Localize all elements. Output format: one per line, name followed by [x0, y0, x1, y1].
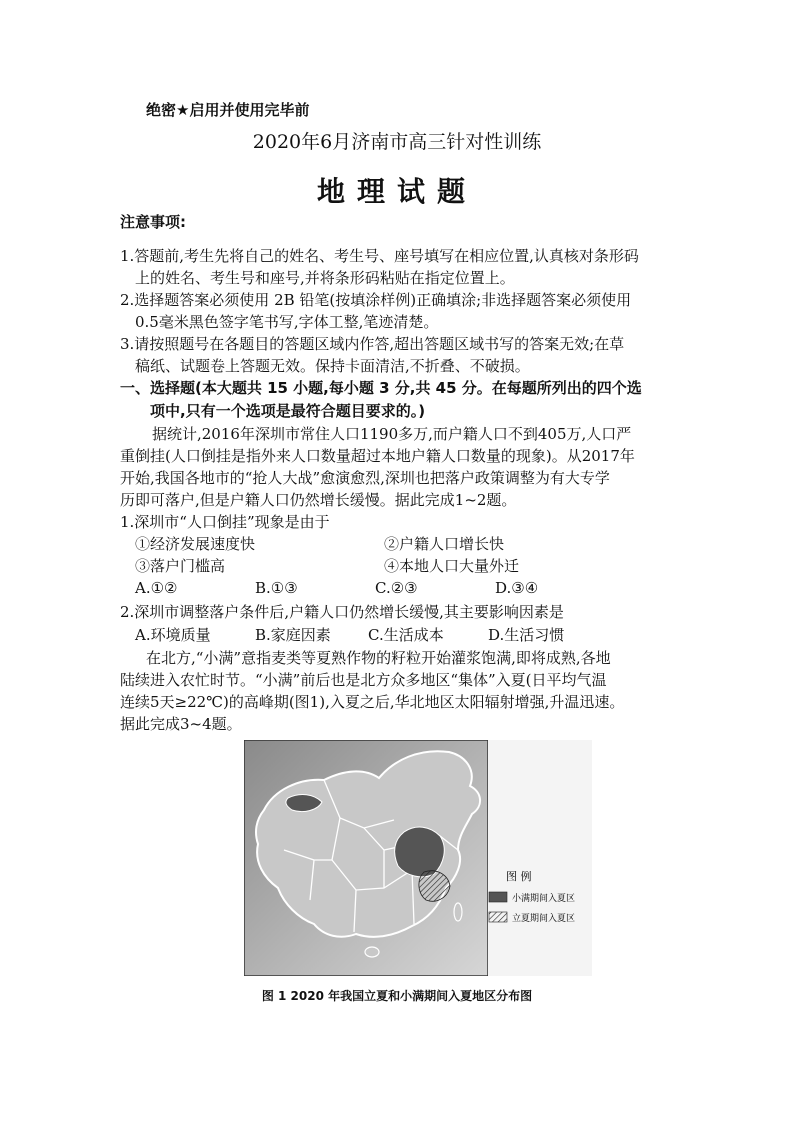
passage-1-line-2: 重倒挂(人口倒挂是指外来人口数量超过本地户籍人口数量的现象)。从2017年	[120, 447, 635, 465]
china-map-figure	[244, 740, 592, 976]
question-2-choice-d: D.生活习惯	[488, 626, 565, 644]
taiwan-island	[454, 903, 462, 921]
question-1-stem: 1.深圳市“人口倒挂”现象是由于	[120, 513, 330, 531]
passage-1-line-1: 据统计,2016年深圳市常住人口1190多万,而户籍人口不到405万,人口严	[152, 425, 632, 443]
note-2-line-2: 0.5毫米黑色签字笔书写,字体工整,笔迹清楚。	[135, 313, 439, 331]
hainan-island	[365, 947, 379, 957]
passage-2-line-4: 据此完成3~4题。	[120, 715, 242, 733]
note-3-line-2: 稿纸、试题卷上答题无效。保持卡面清洁,不折叠、不破损。	[135, 357, 530, 375]
question-1-statement-1: ①经济发展速度快	[135, 535, 256, 553]
note-3-line-1: 3.请按照题号在各题目的答题区域内作答,超出答题区域书写的答案无效;在草	[120, 335, 625, 353]
legend-label-xiaoman: 小满期间入夏区	[512, 894, 576, 904]
exam-title: 2020年6月济南市高三针对性训练	[252, 131, 542, 153]
note-1-line-1: 1.答题前,考生先将自己的姓名、考生号、座号填写在相应位置,认真核对条形码	[120, 247, 639, 265]
question-1-choice-d: D.③④	[495, 579, 539, 597]
xiaoman-region	[395, 827, 445, 877]
passage-2-line-2: 陆续进入农忙时节。“小满”前后也是北方众多地区“集体”入夏(日平均气温	[120, 671, 607, 689]
confidential-label: 绝密★启用并使用完毕前	[146, 101, 310, 119]
section-heading-line-2: 项中,只有一个选项是最符合题目要求的。)	[150, 402, 426, 420]
question-1-statement-2: ②户籍人口增长快	[384, 535, 505, 553]
legend-label-lixia: 立夏期间入夏区	[512, 914, 576, 924]
question-2-choice-c: C.生活成本	[368, 626, 444, 644]
question-1-choice-c: C.②③	[375, 579, 418, 597]
question-1-choice-a: A.①②	[135, 579, 178, 597]
legend-title: 图 例	[506, 870, 532, 883]
notes-heading: 注意事项:	[120, 213, 186, 231]
question-2-choice-a: A.环境质量	[135, 626, 211, 644]
question-1-choice-b: B.①③	[255, 579, 298, 597]
legend-swatch-lixia	[489, 912, 507, 922]
legend-swatch-xiaoman	[489, 892, 507, 902]
passage-2-line-3: 连续5天≥22℃)的高峰期(图1),入夏之后,华北地区太阳辐射增强,升温迅速。	[120, 693, 625, 711]
question-1-statement-3: ③落户门槛高	[135, 557, 226, 575]
section-heading-line-1: 一、选择题(本大题共 15 小题,每小题 3 分,共 45 分。在每题所列出的四个选	[120, 379, 642, 397]
subject-title: 地理试题	[316, 175, 477, 208]
note-2-line-1: 2.选择题答案必须使用 2B 铅笔(按填涂样例)正确填涂;非选择题答案必须使用	[120, 291, 632, 309]
passage-1-line-4: 历即可落户,但是户籍人口仍然增长缓慢。据此完成1~2题。	[120, 491, 517, 509]
passage-2-line-1: 在北方,“小满”意指麦类等夏熟作物的籽粒开始灌浆饱满,即将成熟,各地	[146, 649, 611, 667]
passage-1-line-3: 开始,我国各地市的“抢人大战”愈演愈烈,深圳也把落户政策调整为有大专学	[120, 469, 610, 487]
legend-panel	[488, 740, 592, 976]
question-1-statement-4: ④本地人口大量外迁	[384, 557, 520, 575]
question-2-choice-b: B.家庭因素	[255, 626, 331, 644]
figure-caption: 图 1 2020 年我国立夏和小满期间入夏地区分布图	[261, 989, 533, 1003]
question-2-stem: 2.深圳市调整落户条件后,户籍人口仍然增长缓慢,其主要影响因素是	[120, 603, 564, 621]
note-1-line-2: 上的姓名、考生号和座号,并将条形码粘贴在指定位置上。	[135, 269, 515, 287]
